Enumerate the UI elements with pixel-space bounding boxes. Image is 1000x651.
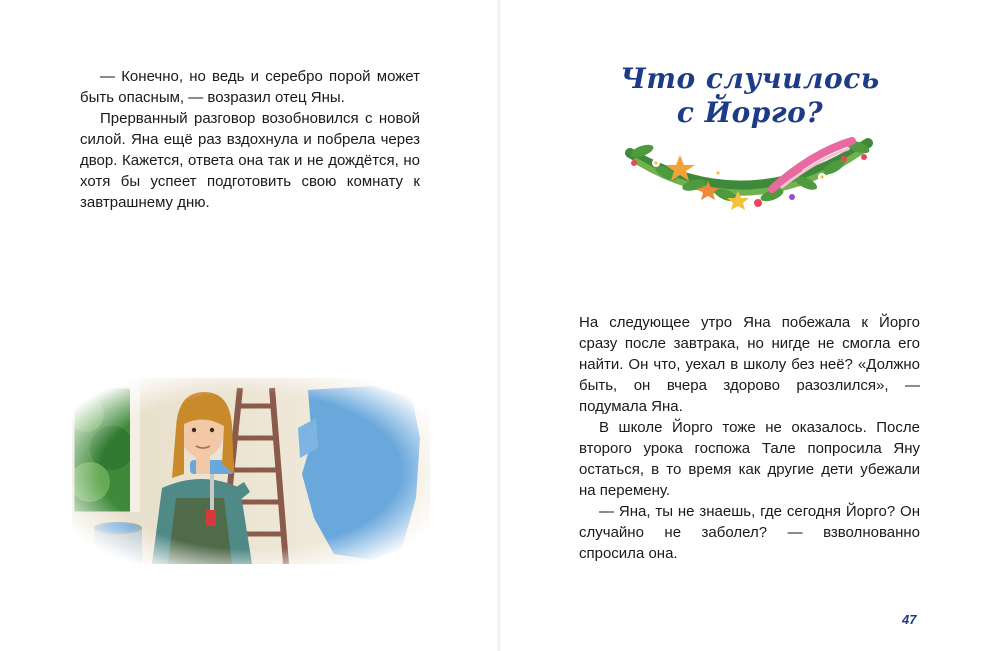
right-page	[500, 0, 1000, 651]
paragraph: В школе Йорго тоже не оказалось. После второго урока госпожа Тале попросила Яну остаться, в то время как другие дети убежали на перемену.	[579, 419, 920, 499]
chapter-title-line: с Йорго?	[676, 96, 824, 129]
paragraph: — Конечно, но ведь и серебро порой может быть опасным, — возразил отец Яны.	[80, 68, 420, 106]
page-number: 47	[902, 612, 917, 627]
chapter-title-line: Что случилось	[620, 62, 880, 95]
paragraph: На следующее утро Яна побежала к Йорго сразу после завтрака, но нигде не смогла его найти. Он что, уехал в школу без неё? «Должно быть, он вчера здорово разозлился», — подумала Яна.	[579, 314, 920, 415]
right-page-text	[579, 312, 920, 564]
paragraph: — Яна, ты не знаешь, где сегодня Йорго? Он случайно не заболел? — взволнованно спросила она.	[579, 503, 920, 562]
chapter-title	[500, 62, 1000, 130]
paragraph: Прерванный разговор возобновился с новой силой. Яна ещё раз вздохнула и побрела через двор. Кажется, ответа она так и не дождётся, но хотя бы успеет подготовить свою комнату к завтрашнему дню.	[80, 110, 420, 211]
left-page-text	[80, 66, 420, 213]
flower-garland-ornament	[622, 133, 876, 215]
girl-painting-wall-illustration	[72, 378, 430, 564]
